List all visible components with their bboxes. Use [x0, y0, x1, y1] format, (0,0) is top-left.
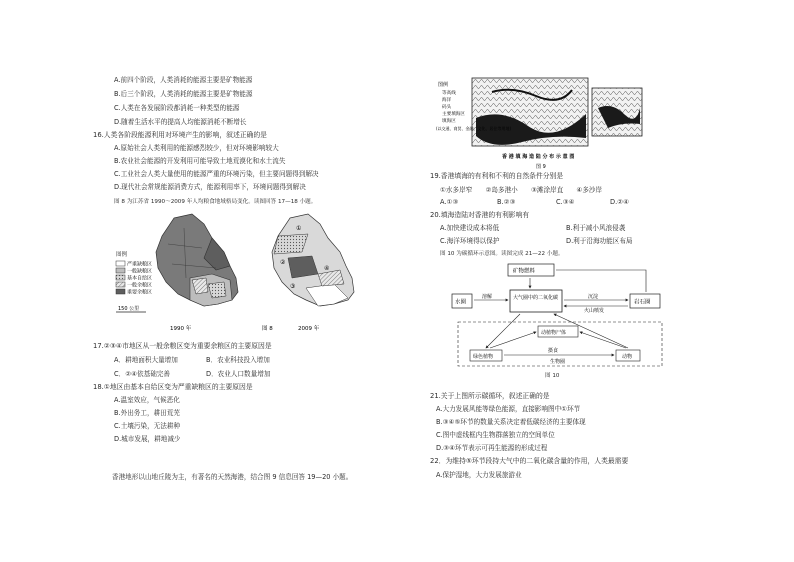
q16-option-a: A.原始社会人类利用的能源感烈较少，但对环境影响较大 — [114, 144, 279, 152]
q16-option-d: D.现代社会常规能源消费方式，能源利用率下，环境问题得到解决 — [114, 183, 306, 191]
q21-option-d: D.③④环节表示可再生能源的形成过程 — [436, 444, 548, 452]
fig8-caption: 图 8 — [262, 326, 273, 332]
q21-option-c: C.图中虚线框内生物群落独立的空间单位 — [436, 431, 555, 439]
fig10-intro: 图 10 为碳循环示意图。读图完成 21—22 小题。 — [440, 251, 564, 257]
legend-label-2: 一般缺粮区 — [127, 268, 153, 275]
fig9-legend-main: 主要填海区 — [442, 112, 465, 117]
fig9-title: 香 港 填 海 造 陆 分 布 示 意 图 — [502, 154, 575, 160]
q17-option-b: B．农业科技投入增加 — [206, 356, 270, 364]
label-eat: 摄食 — [548, 348, 559, 354]
q15-option-a: A.前四个阶段，人类消耗的能源主要是矿物能源 — [114, 76, 253, 84]
q15-option-c: C.人类在各发展阶段都消耗一种类型的能源 — [114, 104, 240, 112]
q15-option-b: B.后三个阶段，人类消耗的能源主要是矿物能源 — [114, 90, 253, 98]
hk-intro: 香港地形以山地丘陵为主，有著名的天然海港，结合图 9 信息回答 19—20 小题。 — [112, 473, 353, 481]
label-volcano: 火山喷发 — [584, 308, 605, 314]
label-dissolve: 溶解 — [482, 294, 493, 300]
label-animal: 动物 — [622, 354, 633, 360]
label-atmo: 大气圈中的二氧化碳 — [513, 295, 559, 301]
q21-option-a: A.大力发展风能等绿色能源，直接影响图中①环节 — [436, 405, 581, 413]
q20-option-d: D.利于沿海功能区布局 — [566, 237, 633, 245]
label-rock: 岩石圈 — [634, 299, 651, 306]
q21-stem: 21.关于上图所示碳循环，叙述正确的是 — [430, 392, 550, 400]
q17-option-a: A．耕地面积大量增加 — [114, 356, 178, 364]
q20-option-a: A.加快建设成本将低 — [440, 224, 500, 232]
label-plant: 绿色植物 — [473, 354, 494, 360]
label-deposit: 沉淀 — [588, 294, 599, 300]
fig9-caption: 图 9 — [536, 164, 546, 170]
fig8-legend-title: 图例 — [116, 252, 128, 258]
q22-option-a: A.保护湿地，大力发展旅游业 — [436, 471, 522, 479]
q17-option-d: D．农业人口数量增加 — [206, 370, 271, 378]
q20-option-c: C.海洋环境得以保护 — [440, 237, 500, 245]
q19-option-c: C.③④ — [556, 198, 575, 206]
q19-option-b: B.②③ — [497, 198, 516, 206]
q19-option-a: A.①③ — [440, 198, 459, 206]
fig9-legend-title: 图例 — [438, 82, 449, 88]
fig8-legend — [116, 261, 152, 296]
label-residue: 动植物尸体 — [541, 330, 567, 336]
fig9-legend-note: (以交通、商贸、金融、文化、居住等用地) — [436, 126, 512, 131]
fig8-year-2009: 2009 年 — [298, 326, 320, 332]
q19-stem: 19.香港填海的有利和不利的自然条件分别是 — [430, 172, 564, 180]
fig8-maps — [112, 208, 402, 336]
fig9-map — [432, 78, 664, 170]
legend-label-3: 基本自给区 — [127, 275, 153, 282]
fig8-scale: 150 公里 — [118, 306, 140, 312]
q17-stem: 17.②③④市地区从一般余粮区变为重要余粮区的主要原因是 — [93, 342, 272, 350]
fig10-diagram — [450, 260, 670, 370]
q20-option-b: B.利于减小风浪侵袭 — [566, 224, 626, 232]
q16-option-c: C.工业社会人类大量使用的能源严重的环境污染，但主要问题得到解决 — [114, 170, 319, 178]
circle-3: ③ — [290, 283, 296, 290]
q18-option-d: D.城市发展，耕地减少 — [114, 435, 181, 443]
fig9-legend-fill: 填海区 — [442, 119, 456, 124]
q17-option-c: C．②④依基础完善 — [114, 370, 170, 378]
q16-stem: 16.人类各阶段能源利用对环境产生的影响，叙述正确的是 — [93, 131, 267, 139]
label-bio: 生物圈 — [550, 359, 566, 365]
q18-option-a: A.温室效应，气候恶化 — [114, 396, 180, 404]
fig9-legend-pier: 码头 — [442, 105, 452, 110]
q16-option-b: B.农业社会能源的开发利用可能导致土地荒漠化和水土流失 — [114, 157, 286, 165]
q19-items: ①水多岸窄 ②岛多港小 ③滩涂岸直 ④多沙岸 — [440, 186, 603, 194]
q15-option-d: D.随着生活水平的提高人均能源消耗不断增长 — [114, 118, 247, 126]
fig10-caption: 图 10 — [545, 373, 560, 379]
fig9-legend-sea: 海洋 — [442, 98, 452, 103]
legend-label-1: 严重缺粮区 — [127, 261, 153, 268]
legend-label-4: 一般余粮区 — [127, 282, 153, 289]
circle-4: ④ — [324, 265, 330, 272]
q21-option-b: B.③④⑤环节的数量关系决定着低碳经济的主要体现 — [436, 418, 586, 426]
legend-label-5: 重要余粮区 — [127, 289, 153, 296]
q19-option-d: D.②④ — [610, 198, 629, 206]
q18-stem: 18.①地区由基本自给区变为严重缺粮区的主要原因是 — [93, 383, 253, 391]
fig8-year-1990: 1990 年 — [170, 326, 192, 332]
fig9-legend-contour: 等高线 — [442, 91, 456, 96]
circle-1: ① — [296, 225, 302, 232]
label-fuel: 矿物燃料 — [513, 268, 536, 275]
q18-option-b: B.外出务工，耕田荒芜 — [114, 409, 180, 417]
fig8-intro: 图 8 为江苏省 1990～2009 年人均粮食地域格局变化。读图回答 17—18 小题。 — [114, 199, 317, 205]
box-atmo — [510, 290, 562, 312]
q22-stem: 22．为维持⑤环节段持大气中的二氧化碳含量的作用，人类最需要 — [430, 457, 629, 465]
q20-stem: 20.填海造陆对香港的有利影响有 — [430, 211, 530, 219]
circle-2: ② — [280, 259, 286, 266]
label-water: 水圈 — [455, 299, 467, 306]
q18-option-c: C.土壤污染，无法耕种 — [114, 422, 181, 430]
